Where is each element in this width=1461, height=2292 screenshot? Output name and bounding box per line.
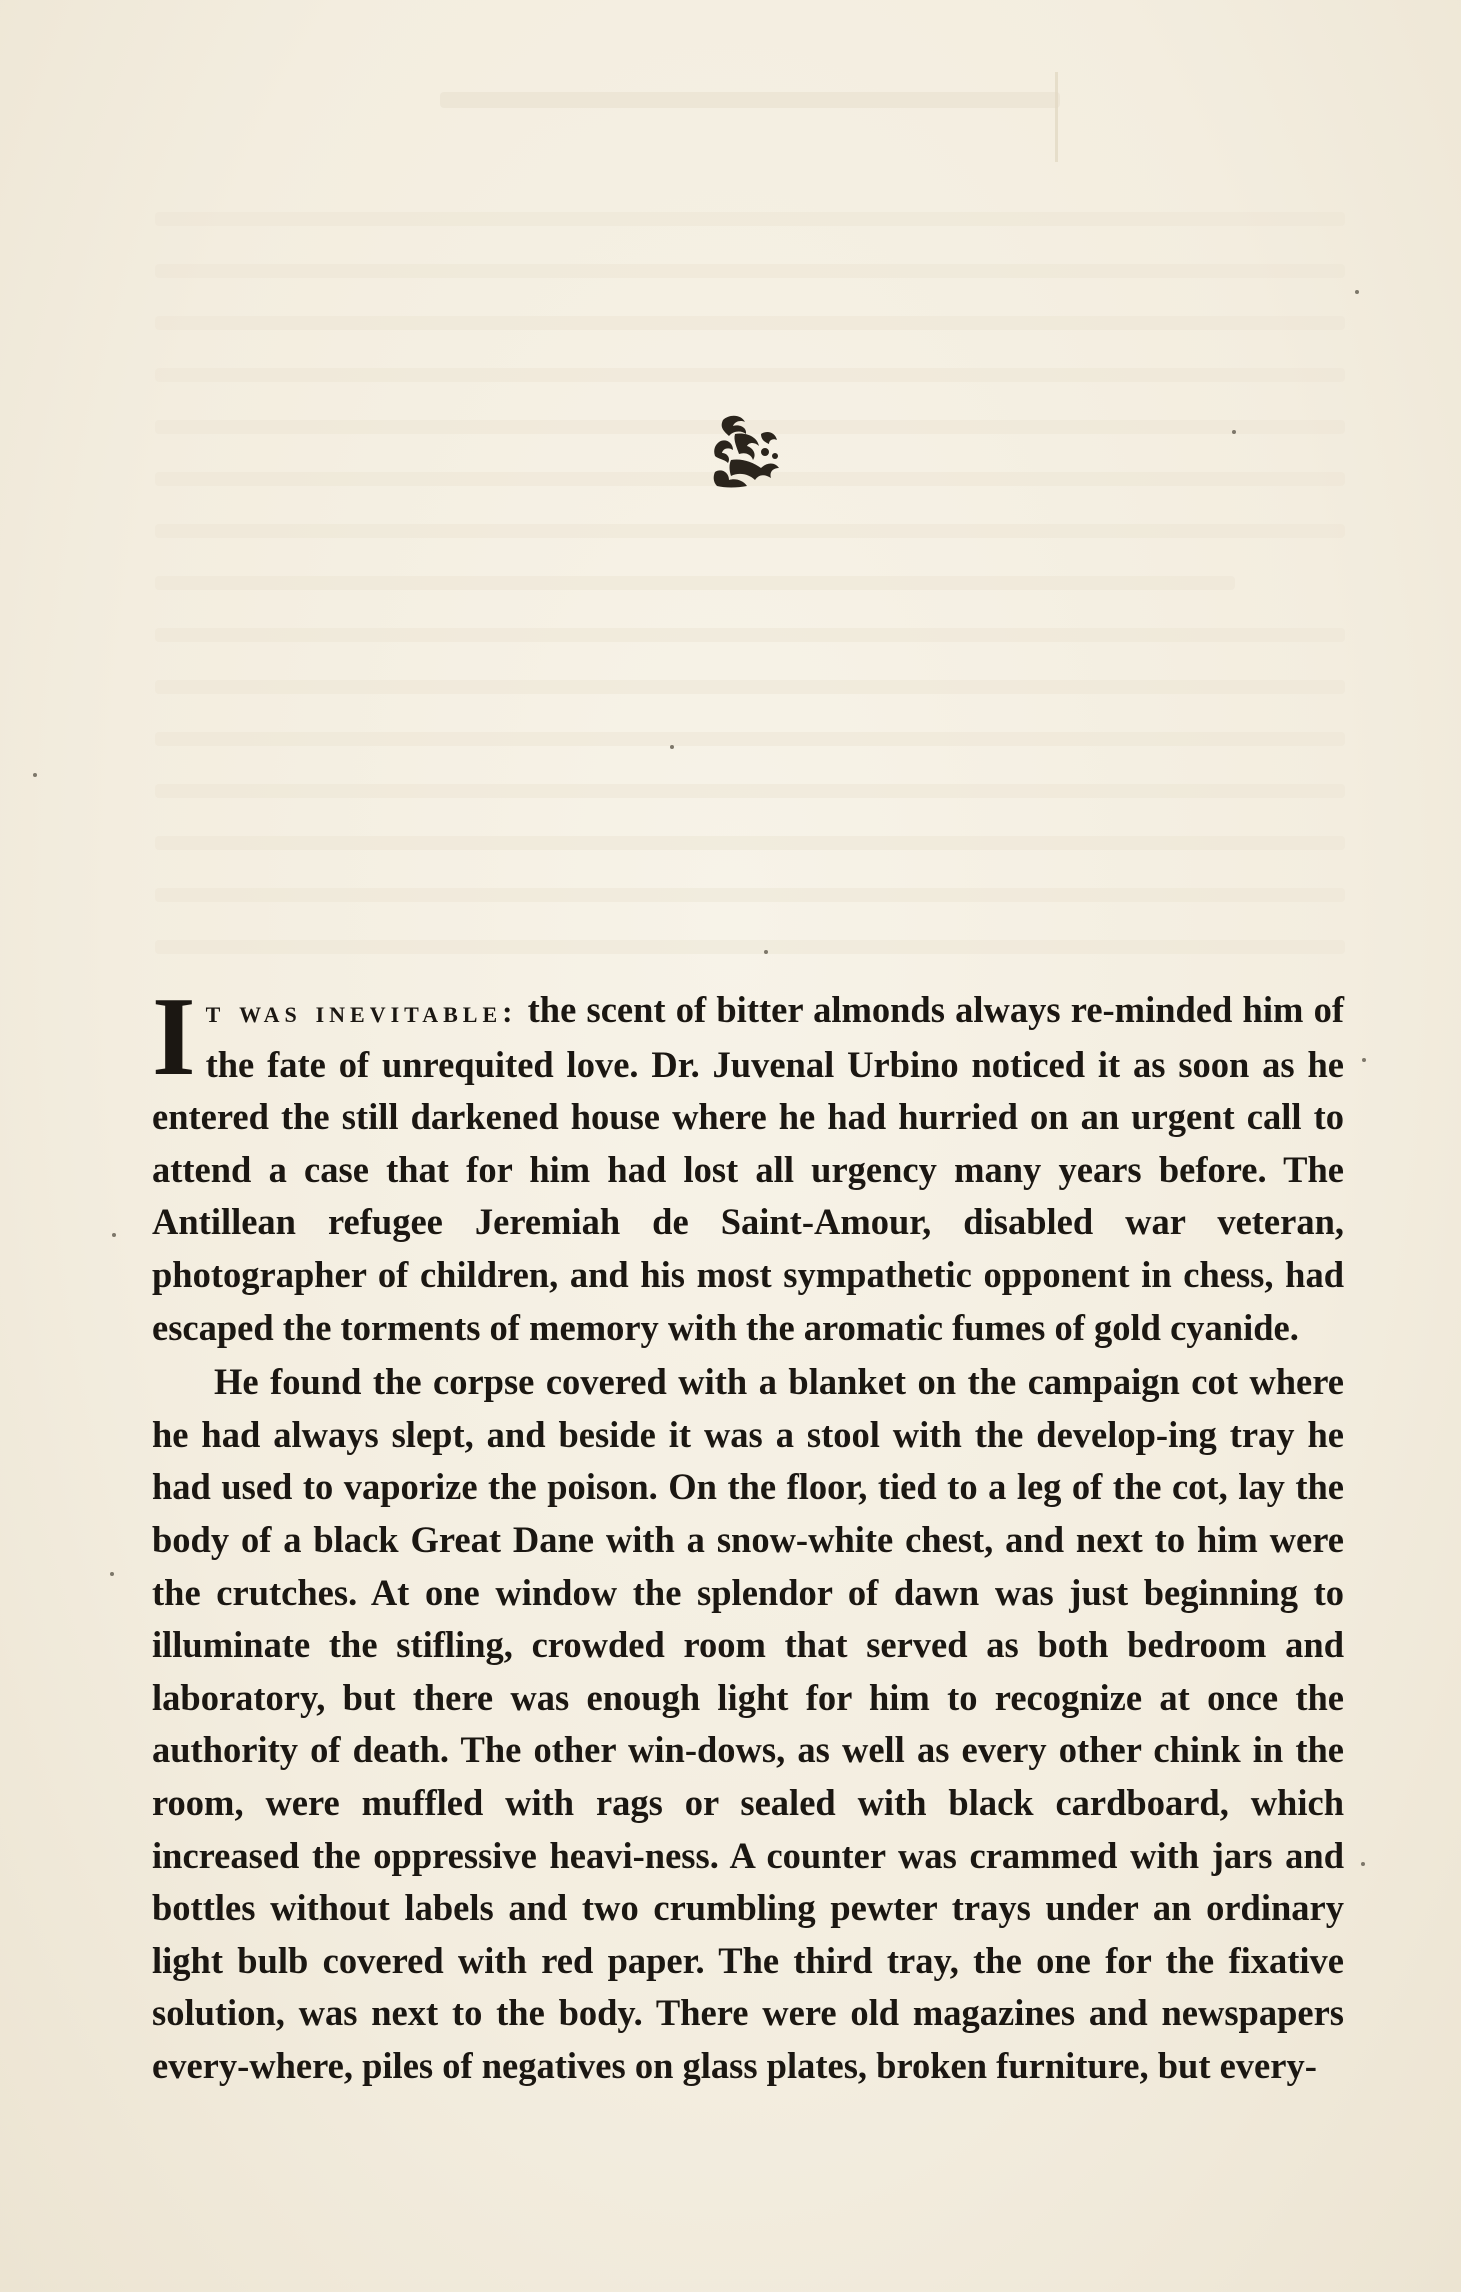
chapter-opening-text <box>152 975 1344 2092</box>
dust-speck <box>33 773 37 777</box>
dust-speck <box>670 745 674 749</box>
bleed-through-header <box>440 92 1060 108</box>
dust-speck <box>1232 430 1236 434</box>
dust-speck <box>1355 290 1359 294</box>
lead-in-small-caps: t was inevitable: <box>205 994 518 1029</box>
bleed-through-rule <box>1055 72 1058 162</box>
dust-speck <box>1361 1862 1365 1866</box>
dust-speck <box>110 1572 114 1576</box>
drop-cap: I <box>152 975 196 1099</box>
paragraph-1-text: the scent of bitter almonds always re-minded him of the fate of unrequited love. Dr. Juvenal Urbino noticed it as soon as he entered the still darkened house where he had hurried on an urgent call to attend a case that for him had lost all urgency many years before. The Antillean refugee Jeremiah de Saint-Amour, disabled war veteran, photographer of children, and his most sympathetic opponent in chess, had escaped the torments of memory with the aromatic fumes of gold cyanide. <box>152 989 1344 1348</box>
paragraph-2: He found the corpse covered with a blanket on the campaign cot where he had always slept, and beside it was a stool with the develop-ing tray he had used to vaporize the poison. On the floor, tied to a leg of the cot, lay the body of a black Great Dane with a snow-white chest, and next to him were the crutches. At one window the splendor of dawn was just beginning to illuminate the stifling, crowded room that served as both bedroom and laboratory, but there was enough light for him to recognize at once the authority of death. The other win-dows, as well as every other chink in the room, were muffled with rags or sealed with black cardboard, which increased the oppressive heavi-ness. A counter was crammed with jars and bottles without labels and two crumbling pewter trays under an ordinary light bulb covered with red paper. The third tray, the one for the fixative solution, was next to the body. There were old magazines and newspapers every-where, piles of negatives on glass plates, broken furniture, but every- <box>152 1361 1344 2086</box>
dust-speck <box>764 950 768 954</box>
floral-fleuron-icon <box>705 412 787 492</box>
paragraph-1 <box>152 975 1344 1354</box>
dust-speck <box>1362 1058 1366 1062</box>
dust-speck <box>112 1233 116 1237</box>
